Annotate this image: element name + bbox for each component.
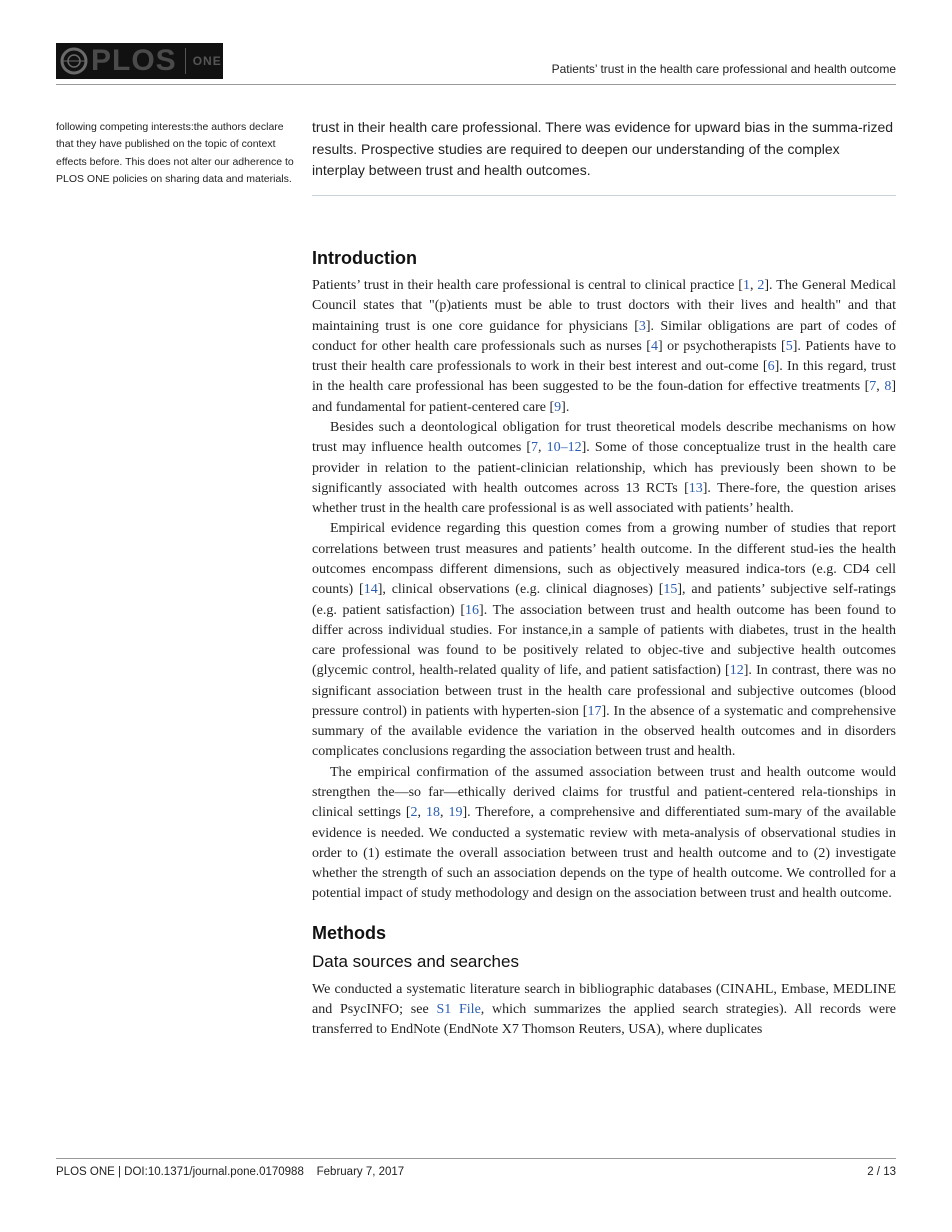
intro-paragraph-3: Empirical evidence regarding this question comes from a growing number of studies that report correlations between trust measures and patients’ health outcome. In the different stud-ies the health outcomes encompass different dimensions, such as objectively measured indica-tors (e.g. CD4 cell counts) [14], clinical observations (e.g. clinical diagnoses) [15], and patients’ subjective self-ratings (e.g. patient satisfaction) [16]. The association between trust and health outcome has been found to differ across individual studies. For instance,in a sample of patients with diabetes, trust in the health care professional was found to be positively related to objec-tive and subjective health outcomes (glycemic control, health-related quality of life, and patient satisfaction) [12]. In contrast, there was no significant association between trust in the health care professional and subjective outcomes (blood pressure control) in patients with hyperten-sion [17]. In the absence of a systematic and comprehensive summary of the available evidence the variation in the observed health outcomes and in disorders complicates conclusions regarding the association between trust and health. [312, 521, 896, 760]
supplementary-file-link[interactable]: S1 File [436, 1002, 481, 1017]
plos-logo-mark-icon [59, 46, 89, 76]
citation-link[interactable]: 7 [869, 379, 877, 395]
citation-link[interactable]: 6 [767, 359, 775, 375]
citation-link[interactable]: 12 [567, 440, 582, 456]
competing-interests-note: following competing interests:the authors declare that they have published on the topic of context effects before. This does not alter our adherence to PLOS ONE policies on sharing data and materials. [56, 121, 294, 186]
citation-link[interactable]: 9 [554, 399, 562, 415]
logo-wordmark: PLOS [91, 44, 177, 77]
citation-link[interactable]: 2 [410, 805, 418, 821]
header-divider [56, 84, 896, 85]
citation-link[interactable]: 13 [688, 480, 703, 496]
logo-divider [185, 48, 186, 74]
citation-link[interactable]: 14 [363, 582, 378, 598]
citation-link[interactable]: 12 [729, 663, 744, 679]
plos-one-logo[interactable] [56, 43, 223, 79]
citation-link[interactable]: 19 [448, 805, 463, 821]
citation-link[interactable]: 16 [465, 602, 480, 618]
methods-heading: Methods [312, 922, 386, 943]
citation-link[interactable]: 2 [757, 278, 765, 293]
citation-link[interactable]: 5 [785, 338, 793, 354]
introduction-heading: Introduction [312, 248, 417, 268]
abstract-conclusion: trust in their health care professional. There was evidence for upward bias in the summa-rized results. Prospective studies are required to deepen our understanding of the complex interplay between trust and health outcomes. [312, 119, 894, 179]
citation-link[interactable]: 18 [426, 805, 440, 821]
abstract-divider [312, 195, 896, 196]
citation-link[interactable]: 8 [884, 379, 892, 395]
intro-paragraph-4: The empirical confirmation of the assumed association between trust and health outcome would strengthen the—so far—ethically derived claims for trustful and patient-centered rela-tionships in clinical settings [2, 18, 19]. Therefore, a comprehensive and differentiated sum-mary of the available evidence is needed. We conducted a systematic review with meta-analysis of observational studies in order to (1) estimate the overall association between trust and health outcome and to (2) investigate whether the strength of such an association depends on the type of health outcome. We controlled for a potential impact of study methodology and design on the association between trust and health outcome. [312, 764, 896, 902]
citation-link[interactable]: 15 [663, 582, 678, 598]
citation-link[interactable]: 10 [546, 440, 561, 456]
footer-divider [56, 1158, 896, 1159]
citation-link[interactable]: 17 [587, 703, 602, 719]
main-content [312, 246, 896, 1041]
running-title: Patients’ trust in the health care professional and health outcome [551, 62, 896, 76]
intro-paragraph-1: Patients’ trust in their health care professional is central to clinical practice [1, 2]. The General Medical Council states that "(p)atients must be able to trust doctors with their lives and health" and that maintaining trust is one core guidance for physicians [3]. Similar obligations are part of codes of conduct for other health care professionals such as nurses [4] or psychotherapists [5]. Patients have to trust their health care professionals to work in their best interest and out-come [6]. In this regard, trust in the health care professional has been suggested to be the foun-dation for effective treatments [7, 8] and fundamental for patient-centered care [9]. [312, 278, 897, 415]
citation-link[interactable]: 4 [650, 338, 658, 354]
citation-link[interactable]: 1 [742, 278, 750, 293]
logo-suffix: ONE [192, 54, 222, 68]
intro-paragraph-2: Besides such a deontological obligation for trust theoretical models describe mechanisms on how trust may influence health outcomes [7, 10–12]. Some of those conceptualize trust in the health care provider in relation to the patient-clinician relationship, which has previously been shown to be significantly associated with health outcomes across 13 RCTs [13]. There-fore, the question arises whether trust in the health care professional is as well associated with patients’ health. [312, 419, 897, 517]
page-number: 2 / 13 [867, 1166, 896, 1178]
citation-link[interactable]: 7 [531, 440, 539, 456]
data-sources-subheading: Data sources and searches [312, 951, 519, 971]
footer-citation: PLOS ONE | DOI:10.1371/journal.pone.0170988 February 7, 2017 [56, 1166, 405, 1178]
citation-link[interactable]: 3 [638, 318, 646, 334]
methods-paragraph-1: We conducted a systematic literature search in bibliographic databases (CINAHL, Embase, MEDLINE and PsycINFO; see S1 File, which summarizes the applied search strategies). All records were transferred to EndNote (EndNote X7 Thomson Reuters, USA), where duplicates [312, 981, 896, 1038]
